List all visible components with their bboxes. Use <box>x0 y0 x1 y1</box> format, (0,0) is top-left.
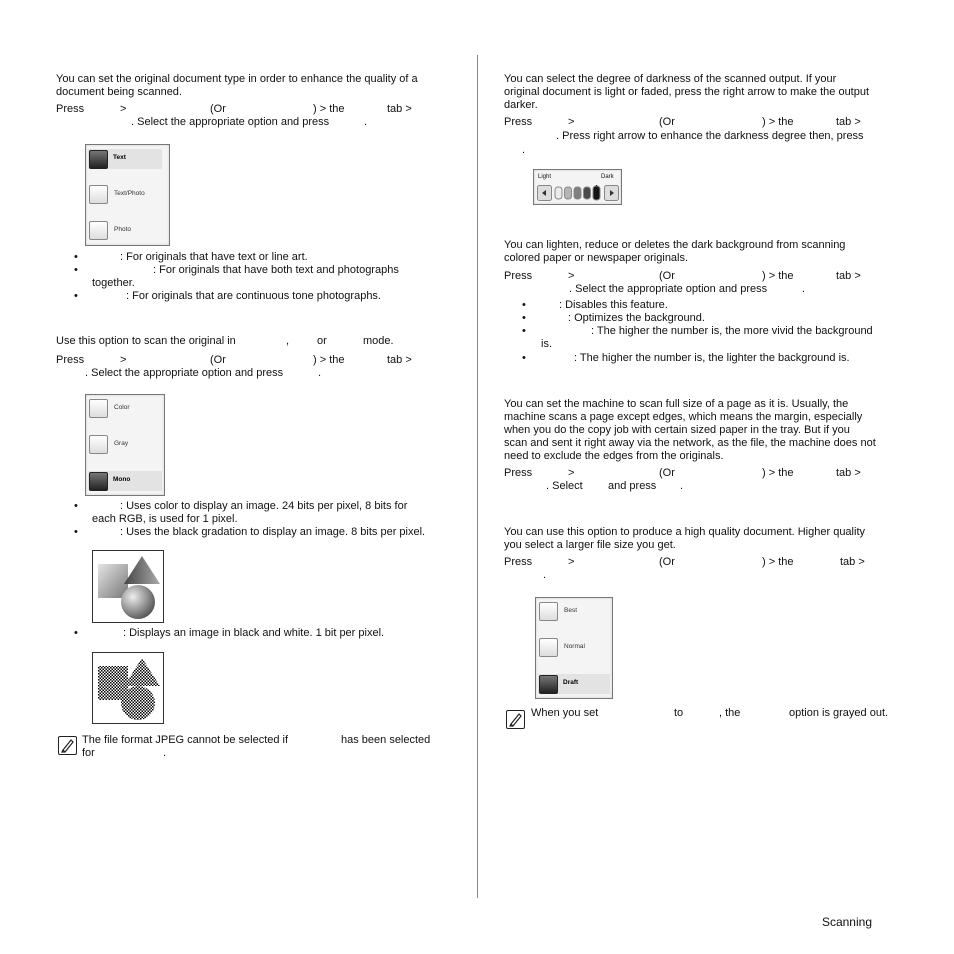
bullet-text: : Uses color to display an image. 24 bits per pixel, 8 bits for <box>120 500 408 512</box>
edge-intro-3: when you do the copy job with certain sized paper in the tray. But if you <box>504 424 850 436</box>
type-press-or: (Or <box>210 103 226 115</box>
option-checkbox <box>89 399 108 418</box>
bg-press-sep: > <box>568 270 575 282</box>
edge-press-word: Press <box>504 467 533 479</box>
color-press-sep: > <box>120 354 127 366</box>
type-press-sep: > <box>120 103 127 115</box>
option-checkbox <box>89 185 108 204</box>
color-press-tab: tab > <box>387 354 412 366</box>
darkness-dark-label: Dark <box>601 174 614 180</box>
edge-press-tab: tab > <box>836 467 861 479</box>
quality-intro-1: You can use this option to produce a high quality document. Higher quality <box>504 526 865 538</box>
mono-sample-image <box>92 652 164 724</box>
color-note-line1b: has been selected <box>341 734 431 746</box>
option-label: Color <box>114 404 130 411</box>
bg-intro-1: You can lighten, reduce or deletes the dark background from scanning <box>504 239 846 251</box>
quality-note-c: , the <box>719 707 741 719</box>
column-divider <box>477 55 478 898</box>
quality-intro-2: you select a larger file size you get. <box>504 539 676 551</box>
note-icon <box>506 710 525 729</box>
option-label: Normal <box>564 643 585 650</box>
edge-intro-2: machine scans a page except edges, which means the margin, especially <box>504 411 863 423</box>
bg-bullet-auto: • : Optimizes the background. <box>522 312 705 324</box>
type-bullet-text-photo: • : For originals that have both text and photographs <box>74 264 399 276</box>
quality-press-word: Press <box>504 556 533 568</box>
option-checkbox <box>89 435 108 454</box>
dark-press-or: (Or <box>659 116 675 128</box>
quality-press-sep: > <box>568 556 575 568</box>
bullet-text: : Disables this feature. <box>559 299 668 311</box>
darkness-lcd-screen <box>533 169 622 205</box>
option-checkbox <box>89 150 108 169</box>
color-press-end: . <box>318 367 322 379</box>
color-bullet-gray: • : Uses the black gradation to display an image. 8 bits per pixel. <box>74 526 426 538</box>
quality-lcd-screen <box>535 597 613 699</box>
color-bullet-mono: • : Displays an image in black and white. 1 bit per pixel. <box>74 627 385 639</box>
bullet-text: : Optimizes the background. <box>568 312 705 324</box>
dark-intro-1: You can select the degree of darkness of the scanned output. If your <box>504 73 837 85</box>
color-bullet-cont: each RGB, is used for 1 pixel. <box>92 513 238 525</box>
option-label: Text <box>113 154 126 161</box>
dark-press-sep: > <box>568 116 575 128</box>
edge-intro-5: need to exclude the edges from the originals. <box>504 450 724 462</box>
color-press-word: Press <box>56 354 85 366</box>
bullet-text: : For originals that have both text and photographs <box>153 264 399 276</box>
type-press-the: ) > the <box>313 103 345 115</box>
bg-bullet-cont: is. <box>541 338 552 350</box>
type-bullet-photo: • : For originals that are continuous tone photographs. <box>74 290 381 302</box>
quality-press-the: ) > the <box>762 556 794 568</box>
color-press-the: ) > the <box>313 354 345 366</box>
color-press-or: (Or <box>210 354 226 366</box>
type-press-line2: . Select the appropriate option and press <box>131 116 330 128</box>
color-bullet-color: • : Uses color to display an image. 24 bits per pixel, 8 bits for <box>74 500 408 512</box>
type-lcd-screen <box>85 144 170 246</box>
dark-press-tab: tab > <box>836 116 861 128</box>
darkness-level-1 <box>555 187 562 199</box>
color-intro-a: Use this option to scan the original in <box>56 335 236 347</box>
option-checkbox <box>89 472 108 491</box>
type-bullet-cont: together. <box>92 277 135 289</box>
type-intro-1: You can set the original document type in order to enhance the quality of a <box>56 73 418 85</box>
bullet-text: : Uses the black gradation to display an image. 8 bits per pixel. <box>120 526 426 538</box>
dark-press-word: Press <box>504 116 533 128</box>
edge-intro-4: scan and sent it right away via the network, as the file, the machine does not <box>504 437 876 449</box>
type-press-end: . <box>364 116 368 128</box>
bullet-text: : The higher the number is, the lighter the background is. <box>574 352 850 364</box>
dark-intro-2: original document is light or faded, press the right arrow to make the output <box>504 86 870 98</box>
bg-press-end: . <box>802 283 806 295</box>
darkness-level-4 <box>584 187 591 199</box>
darkness-level-5 <box>593 186 600 200</box>
page-footer-section: Scanning <box>821 915 872 929</box>
edge-press-and: and press <box>608 480 657 492</box>
edge-press-end: . <box>680 480 684 492</box>
bg-press-the: ) > the <box>762 270 794 282</box>
color-note-line2a: for <box>82 747 95 759</box>
quality-note-b: to <box>674 707 684 719</box>
option-label: Gray <box>114 440 129 447</box>
color-intro-c: or <box>317 335 327 347</box>
darkness-slider[interactable] <box>537 185 619 201</box>
bg-press-word: Press <box>504 270 533 282</box>
color-press-line2: . Select the appropriate option and press <box>85 367 284 379</box>
bg-bullet-off: • : Disables this feature. <box>522 299 668 311</box>
color-note-line1a: The file format JPEG cannot be selected if <box>82 734 289 746</box>
bg-press-tab: tab > <box>836 270 861 282</box>
option-label: Draft <box>563 679 579 686</box>
option-checkbox <box>539 638 558 657</box>
dark-intro-3: darker. <box>504 99 538 111</box>
edge-press-select: . Select <box>546 480 583 492</box>
type-intro-2: document being scanned. <box>56 86 182 98</box>
option-checkbox <box>539 602 558 621</box>
darkness-light-label: Light <box>538 174 552 180</box>
quality-note-a: When you set <box>531 707 599 719</box>
quality-press-or: (Or <box>659 556 675 568</box>
edge-press-the: ) > the <box>762 467 794 479</box>
color-note-line2b: . <box>163 747 167 759</box>
color-intro-d: mode. <box>363 335 394 347</box>
option-label: Mono <box>113 476 131 483</box>
bg-bullet-erase: • : The higher the number is, the lighter the background is. <box>522 352 850 364</box>
option-label: Photo <box>114 226 131 233</box>
dark-press-line2: . Press right arrow to enhance the darkness degree then, press <box>556 130 864 142</box>
gray-sample-image <box>92 550 164 623</box>
darkness-level-3 <box>574 187 581 199</box>
bullet-text: : For originals that are continuous tone photographs. <box>126 290 381 302</box>
darkness-levels <box>555 185 600 200</box>
note-icon <box>58 736 77 755</box>
type-press-tab: tab > <box>387 103 412 115</box>
dark-press-the: ) > the <box>762 116 794 128</box>
bullet-text: : The higher the number is, the more vivid the background <box>591 325 873 337</box>
color-intro-b: , <box>286 335 290 347</box>
dark-press-line3: . <box>522 144 526 156</box>
option-checkbox <box>89 221 108 240</box>
quality-option-draft[interactable] <box>538 674 610 694</box>
bg-press-or: (Or <box>659 270 675 282</box>
type-bullet-text: • : For originals that have text or line art. <box>74 251 308 263</box>
bullet-text: : For originals that have text or line art. <box>120 251 308 263</box>
edge-press-sep: > <box>568 467 575 479</box>
option-checkbox <box>539 675 558 694</box>
darkness-level-2 <box>565 187 572 199</box>
bg-press-line2: . Select the appropriate option and press <box>569 283 768 295</box>
quality-press-end: . <box>543 569 547 581</box>
bullet-text: : Displays an image in black and white. 1 bit per pixel. <box>123 627 385 639</box>
edge-intro-1: You can set the machine to scan full size of a page as it is. Usually, the <box>504 398 849 410</box>
type-press-word: Press <box>56 103 85 115</box>
quality-note-d: option is grayed out. <box>789 707 889 719</box>
bg-intro-2: colored paper or newspaper originals. <box>504 252 689 264</box>
quality-press-tab: tab > <box>840 556 865 568</box>
option-label: Best <box>564 607 578 614</box>
type-option-text[interactable] <box>88 149 162 169</box>
color-lcd-screen <box>85 394 165 496</box>
bg-bullet-enhance: • : The higher the number is, the more vivid the background <box>522 325 873 337</box>
color-option-mono[interactable] <box>88 471 162 491</box>
edge-press-or: (Or <box>659 467 675 479</box>
option-label: Text/Photo <box>114 190 145 197</box>
